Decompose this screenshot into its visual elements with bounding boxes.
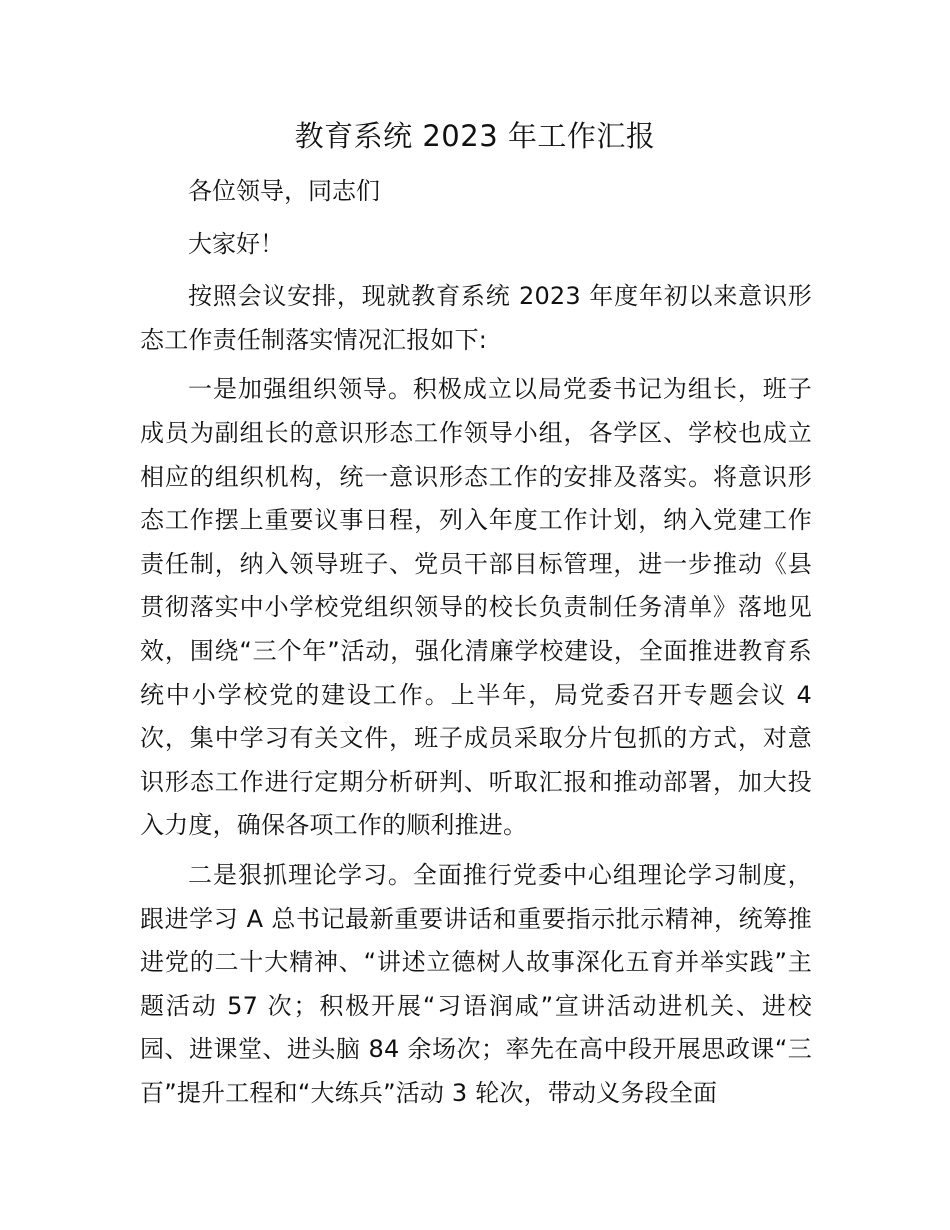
document-title: 教育系统 2023 年工作汇报 — [294, 119, 656, 153]
salutation: 各位领导，同志们 — [188, 177, 380, 205]
greeting: 大家好！ — [188, 229, 284, 258]
paragraph-theory-study: 二是狠抓理论学习。全面推行党委中心组理论学习制度，跟进学习 A 总书记最新重要讲话和重要指示批示精神，统筹推进党的二十大精神、“讲述立德树人故事深化五育并举实践”主题活动 57 次；积极开展“习语润咸”宣讲活动进机关、进校园、进课堂、进头脑 84 余场次；率先在高中段开展思政课“三百”提升工程和“大练兵”活动 3 轮次，带动义务段全面 — [140, 860, 812, 1107]
paragraph-intro: 按照会议安排，现就教育系统 2023 年度年初以来意识形态工作责任制落实情况汇报如下: — [140, 282, 812, 354]
paragraph-organization-leadership: 一是加强组织领导。积极成立以局党委书记为组长，班子成员为副组长的意识形态工作领导小组，各学区、学校也成立相应的组织机构，统一意识形态工作的安排及落实。将意识形态工作摆上重要议事日程，列入年度工作计划，纳入党建工作责任制，纳入领导班子、党员干部目标管理，进一步推动《县贯彻落实中小学校党组织领导的校长负责制任务清单》落地见效，围绕“三个年”活动，强化清廉学校建设，全面推进教育系统中小学校党的建设工作。上半年，局党委召开专题会议 4 次，集中学习有关文件，班子成员采取分片包抓的方式，对意识形态工作进行定期分析研判、听取汇报和推动部署，加大投入力度，确保各项工作的顺利推进。 — [140, 375, 812, 840]
document-body — [140, 170, 812, 1121]
